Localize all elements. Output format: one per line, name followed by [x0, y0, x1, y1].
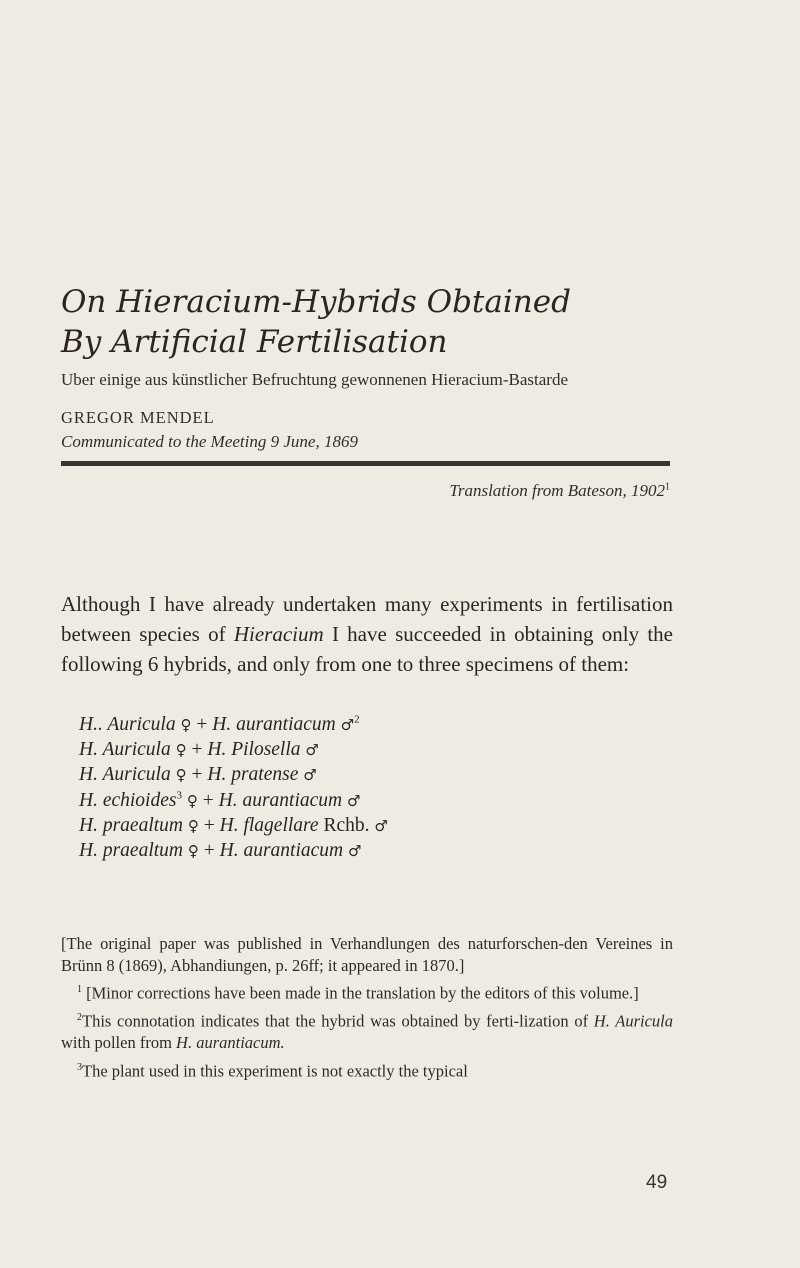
male-parent: H. aurantiacum [218, 789, 343, 811]
footnote-text: with pollen from [61, 1033, 177, 1052]
footnote-2 [61, 1007, 673, 1054]
german-subtitle: Uber einige aus künstlicher Befruchtung gewonnenen Hieracium-Bastarde [61, 370, 568, 389]
intro-part-1: Although I have already undertaken many experiments in fertilisation between species of [61, 592, 673, 646]
male-symbol: ♂ [303, 766, 317, 785]
hybrid-row-5 [79, 813, 679, 838]
plus-sign: + [191, 739, 203, 761]
plus-sign: + [203, 839, 215, 861]
hybrid-row-2 [79, 737, 679, 762]
title-line-1: On Hieracium-Hybrids Obtained [61, 284, 571, 320]
footnote-ref-1: 1 [665, 481, 670, 493]
footnote-3 [61, 1057, 673, 1082]
plus-sign: + [203, 814, 215, 836]
plus-sign: + [196, 714, 208, 735]
author: GREGOR MENDEL [61, 408, 215, 427]
translation-text: Translation from Bateson, 1902 [449, 481, 665, 500]
hybrid-row-3 [79, 762, 679, 787]
female-symbol: ♀ [186, 791, 198, 810]
footnote-number: 1 [77, 984, 82, 995]
footnotes [61, 933, 673, 1085]
female-parent: H.. Auricula [79, 714, 176, 735]
footnote-text: [Minor corrections have been made in the translation by the editors of this volume.] [82, 983, 639, 1003]
intro-paragraph [61, 589, 673, 679]
female-parent: H. echioides [79, 789, 177, 811]
male-symbol: ♂ [374, 816, 388, 835]
male-symbol: ♂ [305, 741, 319, 760]
page-number: 49 [646, 1172, 668, 1193]
male-parent: H. aurantiacum [212, 714, 336, 735]
female-symbol: ♀ [175, 741, 187, 760]
communicated-date: Communicated to the Meeting 9 June, 1869 [61, 432, 358, 451]
translation-source [449, 481, 670, 501]
male-parent: H. Pilosella [207, 739, 301, 761]
female-parent: H. Auricula [79, 764, 171, 786]
male-symbol: ♂ [346, 791, 361, 810]
intro-part-2: I have succeeded in obtaining only the following 6 hybrids, and only from one to three specimens of them: [61, 622, 673, 676]
authority: Rchb. [323, 814, 370, 836]
footnote-ref-3: 3 [176, 789, 182, 802]
female-symbol: ♀ [187, 816, 199, 835]
plus-sign: + [191, 764, 203, 786]
female-parent: H. Auricula [79, 739, 171, 761]
footnote-text: This connotation indicates that the hybrid was obtained by ferti-lization of [82, 1011, 594, 1031]
footnote-ref-2: 2 [354, 713, 360, 726]
species-name: H. aurantiacum. [176, 1033, 285, 1052]
species-name: H. Auricula [593, 1011, 673, 1031]
editorial-note: [The original paper was published in Verhandlungen des naturforschen-den Vereines in Brünn 8 (1869), Abhandiungen, p. 26ff; it appeared in 1870.] [61, 934, 673, 975]
female-symbol: ♀ [175, 766, 187, 785]
footnote-number: 2 [77, 1012, 82, 1023]
intro-genus: Hieracium [233, 622, 324, 646]
hybrid-row-4 [79, 788, 679, 813]
title-line-2: By Artificial Fertilisation [61, 324, 448, 360]
male-parent: H. flagellare [219, 814, 319, 836]
male-parent: H. aurantiacum [219, 839, 344, 861]
plus-sign: + [202, 789, 214, 811]
female-symbol: ♀ [187, 841, 199, 860]
hybrid-list [79, 712, 679, 863]
hybrid-row-6 [79, 838, 679, 863]
male-parent: H. pratense [207, 764, 299, 786]
male-symbol: ♂ [348, 841, 362, 860]
footnote-text: The plant used in this experiment is not exactly the typical [82, 1061, 468, 1080]
footnote-1 [61, 979, 673, 1004]
hybrid-row-1 [79, 712, 679, 737]
female-parent: H. praealtum [79, 839, 183, 861]
male-symbol: ♂ [340, 716, 355, 734]
female-symbol: ♀ [180, 716, 192, 734]
heading-rule [61, 461, 670, 466]
footnote-number: 3 [77, 1061, 82, 1073]
female-parent: H. praealtum [79, 814, 183, 836]
